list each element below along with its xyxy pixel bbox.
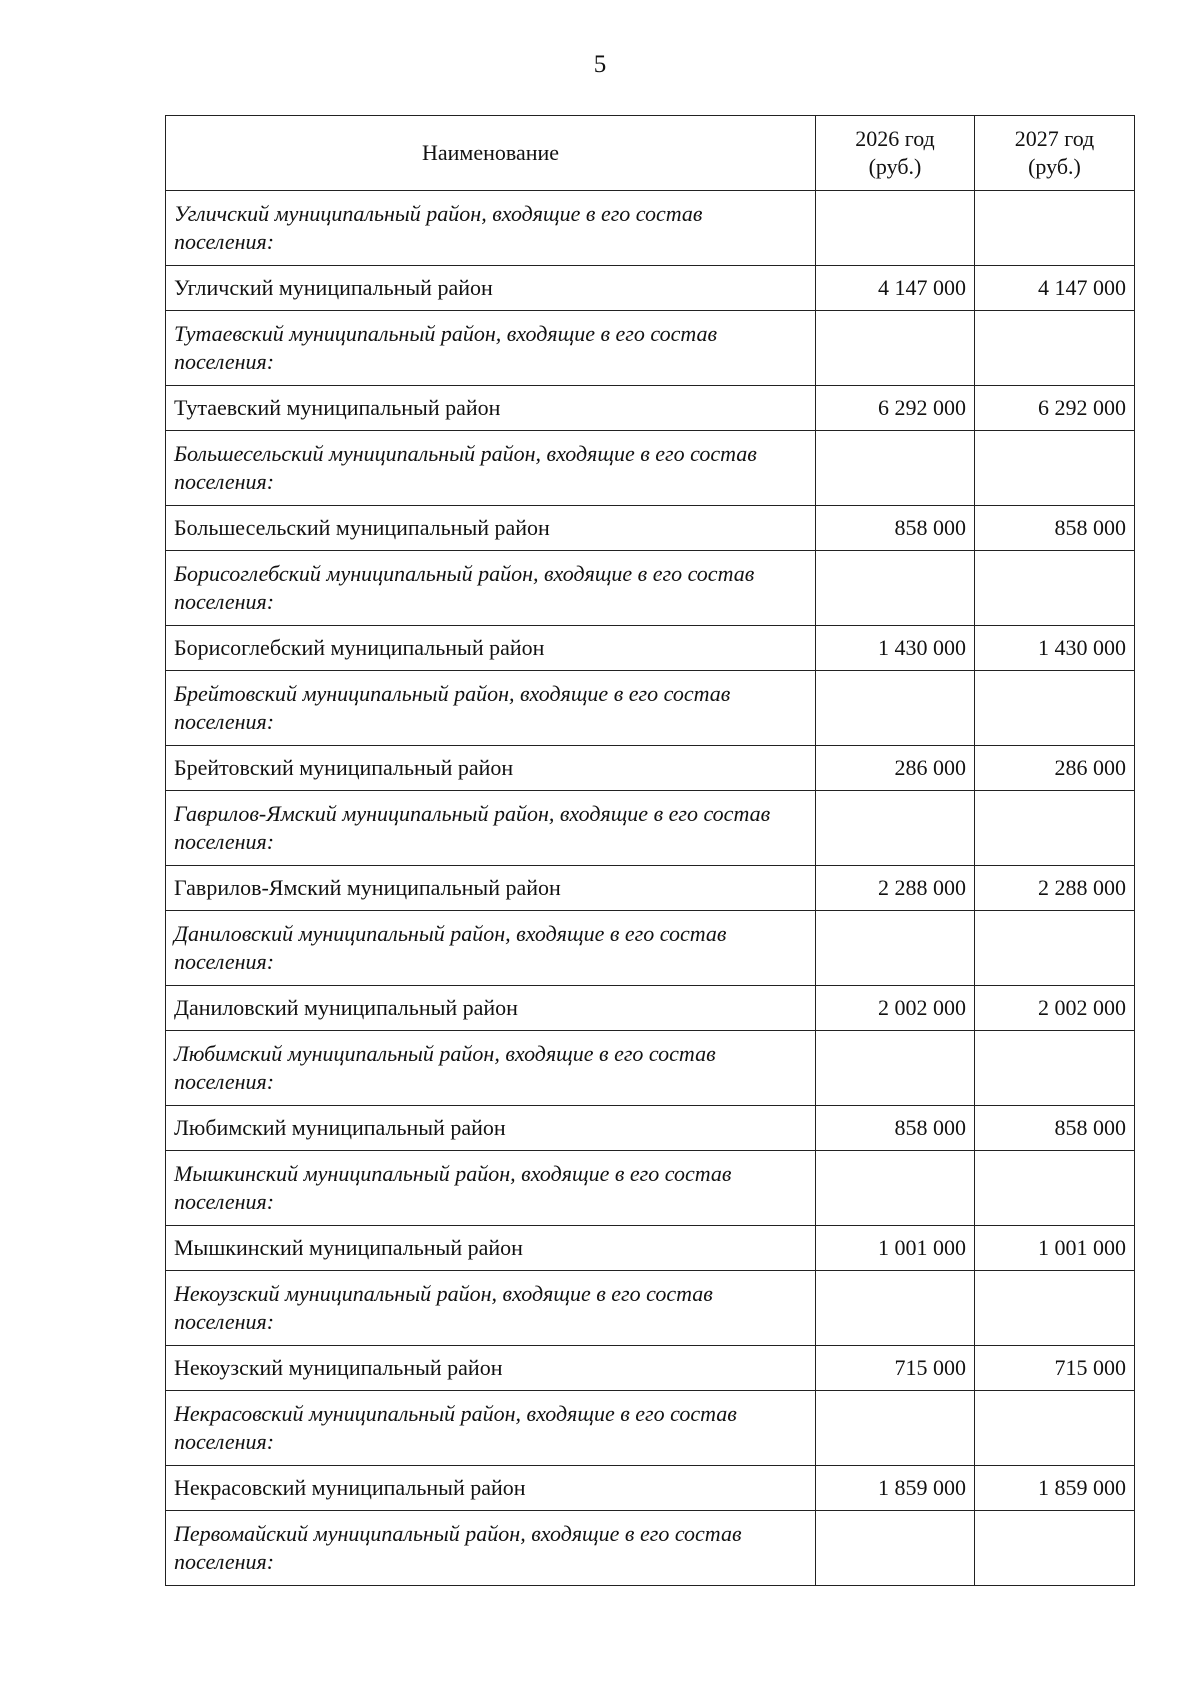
row-name: Мышкинский муниципальный район	[166, 1226, 816, 1271]
row-value-2026: 715 000	[816, 1346, 975, 1391]
row-name: Тутаевский муниципальный район, входящие в его состав поселения:	[166, 311, 816, 386]
group-row	[166, 1031, 1135, 1106]
row-name: Гаврилов-Ямский муниципальный район	[166, 866, 816, 911]
row-name: Некоузский муниципальный район, входящие в его состав поселения:	[166, 1271, 816, 1346]
row-value-2026: 6 292 000	[816, 386, 975, 431]
row-value-2027	[975, 671, 1135, 746]
district-row	[166, 746, 1135, 791]
row-name: Некрасовский муниципальный район, входящие в его состав поселения:	[166, 1391, 816, 1466]
row-value-2026: 4 147 000	[816, 266, 975, 311]
header-2027	[975, 116, 1135, 191]
row-value-2026: 858 000	[816, 506, 975, 551]
district-row	[166, 506, 1135, 551]
row-value-2026: 1 430 000	[816, 626, 975, 671]
row-name: Даниловский муниципальный район	[166, 986, 816, 1031]
row-value-2027: 1 430 000	[975, 626, 1135, 671]
row-value-2027	[975, 1511, 1135, 1586]
row-value-2027: 858 000	[975, 506, 1135, 551]
row-value-2026: 1 001 000	[816, 1226, 975, 1271]
row-value-2027: 715 000	[975, 1346, 1135, 1391]
row-value-2027	[975, 1271, 1135, 1346]
row-value-2026	[816, 911, 975, 986]
table-body	[166, 191, 1135, 1586]
district-row	[166, 386, 1135, 431]
group-row	[166, 551, 1135, 626]
row-value-2027: 2 002 000	[975, 986, 1135, 1031]
row-name: Большесельский муниципальный район, входящие в его состав поселения:	[166, 431, 816, 506]
row-value-2026: 2 288 000	[816, 866, 975, 911]
row-value-2026	[816, 671, 975, 746]
row-name: Гаврилов-Ямский муниципальный район, входящие в его состав поселения:	[166, 791, 816, 866]
district-row	[166, 986, 1135, 1031]
row-value-2027	[975, 1151, 1135, 1226]
row-value-2026	[816, 431, 975, 506]
row-value-2027	[975, 1391, 1135, 1466]
row-value-2026: 858 000	[816, 1106, 975, 1151]
row-name: Брейтовский муниципальный район, входящие в его состав поселения:	[166, 671, 816, 746]
row-value-2026: 286 000	[816, 746, 975, 791]
row-name: Некрасовский муниципальный район	[166, 1466, 816, 1511]
row-value-2026	[816, 311, 975, 386]
row-value-2027: 2 288 000	[975, 866, 1135, 911]
row-value-2026	[816, 1031, 975, 1106]
row-value-2027: 6 292 000	[975, 386, 1135, 431]
header-name: Наименование	[166, 116, 816, 191]
row-value-2026	[816, 551, 975, 626]
row-value-2027: 1 859 000	[975, 1466, 1135, 1511]
row-value-2026	[816, 1271, 975, 1346]
district-row	[166, 1346, 1135, 1391]
group-row	[166, 311, 1135, 386]
header-2026	[816, 116, 975, 191]
group-row	[166, 671, 1135, 746]
group-row	[166, 1151, 1135, 1226]
row-value-2027	[975, 431, 1135, 506]
group-row	[166, 431, 1135, 506]
row-name: Борисоглебский муниципальный район	[166, 626, 816, 671]
header-2026-label: 2026 год (руб.)	[855, 126, 935, 179]
district-row	[166, 866, 1135, 911]
group-row	[166, 791, 1135, 866]
row-name: Большесельский муниципальный район	[166, 506, 816, 551]
row-value-2026	[816, 191, 975, 266]
row-value-2026: 1 859 000	[816, 1466, 975, 1511]
row-value-2027: 286 000	[975, 746, 1135, 791]
group-row	[166, 1391, 1135, 1466]
group-row	[166, 911, 1135, 986]
row-value-2027	[975, 311, 1135, 386]
group-row	[166, 1271, 1135, 1346]
district-row	[166, 626, 1135, 671]
row-value-2027	[975, 911, 1135, 986]
page-number: 5	[593, 51, 607, 78]
row-value-2026: 2 002 000	[816, 986, 975, 1031]
row-value-2026	[816, 1511, 975, 1586]
row-name: Некоузский муниципальный район	[166, 1346, 816, 1391]
budget-table	[165, 115, 1135, 1586]
row-value-2026	[816, 1391, 975, 1466]
row-value-2027: 1 001 000	[975, 1226, 1135, 1271]
row-value-2026	[816, 1151, 975, 1226]
row-name: Любимский муниципальный район, входящие в его состав поселения:	[166, 1031, 816, 1106]
row-value-2027: 858 000	[975, 1106, 1135, 1151]
group-row	[166, 191, 1135, 266]
header-2027-label: 2027 год (руб.)	[1014, 126, 1095, 179]
row-value-2027	[975, 791, 1135, 866]
district-row	[166, 1466, 1135, 1511]
row-value-2026	[816, 791, 975, 866]
row-value-2027	[975, 551, 1135, 626]
row-name: Борисоглебский муниципальный район, входящие в его состав поселения:	[166, 551, 816, 626]
row-name: Брейтовский муниципальный район	[166, 746, 816, 791]
district-row	[166, 1226, 1135, 1271]
group-row	[166, 1511, 1135, 1586]
row-name: Любимский муниципальный район	[166, 1106, 816, 1151]
district-row	[166, 266, 1135, 311]
row-value-2027	[975, 1031, 1135, 1106]
table-header-row	[166, 116, 1135, 191]
row-name: Угличский муниципальный район, входящие в его состав поселения:	[166, 191, 816, 266]
row-value-2027	[975, 191, 1135, 266]
row-name: Угличский муниципальный район	[166, 266, 816, 311]
row-name: Тутаевский муниципальный район	[166, 386, 816, 431]
row-value-2027: 4 147 000	[975, 266, 1135, 311]
row-name: Даниловский муниципальный район, входящие в его состав поселения:	[166, 911, 816, 986]
row-name: Мышкинский муниципальный район, входящие в его состав поселения:	[166, 1151, 816, 1226]
district-row	[166, 1106, 1135, 1151]
row-name: Первомайский муниципальный район, входящие в его состав поселения:	[166, 1511, 816, 1586]
